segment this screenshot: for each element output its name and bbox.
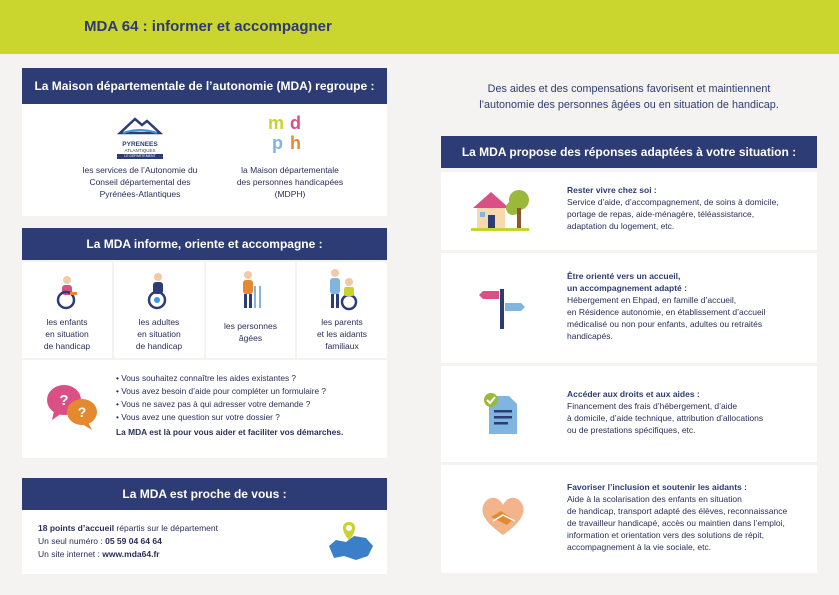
answer-item [441, 465, 817, 573]
header-bar [0, 0, 839, 54]
intro-text: Des aides et des compensations favorisent et maintiennent l’autonomie des personnes âgées ou en situation de handicap. [479, 83, 779, 111]
question-item: • Vous ne savez pas à qui adresser votre demande ? [116, 399, 311, 409]
mdph-logo: m d p h [268, 113, 301, 153]
item-text: Rester vivre chez soi : Service d’aide, d’accompagnement, de soins à domicile, portage de repas, aide-ménagère, téléassistance, adaptation du logement, etc. [567, 184, 811, 232]
public-cell: les enfants en situation de handicap [22, 262, 112, 358]
house-tree-icon [469, 186, 531, 234]
regroupe-title: La Maison départementale de l’autonomie (MDA) regroupe : [22, 68, 387, 104]
answer-item [441, 172, 817, 250]
page-title: MDA 64 : informer et accompagner [84, 18, 332, 35]
question-item: • Vous souhaitez connaître les aides existantes ? [116, 373, 297, 383]
proche-title: La MDA est proche de vous : [22, 478, 387, 510]
logo-line-3: LE DÉPARTEMENT [117, 154, 163, 159]
question-bubbles-icon [44, 380, 100, 432]
caregiver-icon [325, 268, 359, 312]
logo-line-1: PYRENEES [122, 141, 158, 148]
item-title: Être orienté vers un accueil, [567, 271, 681, 281]
logo1-caption: les services de l’Autonomie du Conseil départemental des Pyrénées-Atlantiques [82, 165, 198, 199]
item-title: Favoriser l’inclusion et soutenir les aidants : [567, 482, 747, 492]
svg-text:?: ? [77, 404, 87, 420]
child-wheelchair-icon [52, 274, 82, 310]
questions-conclusion: La MDA est là pour vous aider et faciliter vos démarches. [116, 427, 344, 437]
item-title: Accéder aux droits et aux aides : [567, 389, 700, 399]
reponses-title: La MDA propose des réponses adaptées à votre situation : [441, 136, 817, 168]
informe-card [22, 228, 387, 458]
answer-item [441, 366, 817, 462]
svg-text:?: ? [59, 392, 69, 409]
logo-line-2: ATLANTIQUES [124, 148, 156, 153]
proche-card [22, 478, 387, 574]
elderly-person-icon [234, 270, 266, 312]
answer-item [441, 253, 817, 363]
public-cell: les personnes âgées [206, 262, 295, 358]
questions-panel [22, 360, 387, 458]
adult-wheelchair-icon [144, 272, 174, 310]
regroupe-card [22, 68, 387, 216]
item-text: Favoriser l’inclusion et soutenir les aidants : Aide à la scolarisation des enfants en situation de handicap, transport adapté des élèves, reconnaissance de travailleur handicapé, accès ou maintien dans l’emploi, information et orientation vers des solutions de répit, accompagnement à la vie sociale, etc. [567, 481, 815, 553]
logo2-caption: la Maison départementale des personnes handicapées (MDPH) [236, 165, 344, 199]
mountain-logo-icon [117, 116, 163, 136]
item-text: Accéder aux droits et aux aides : Financement des frais d’hébergement, d’aide à domicile, d’aide technique, attribution d’allocations ou de prestations spécifiques, etc. [567, 388, 813, 436]
questions-list [116, 372, 381, 424]
item-text: Être orienté vers un accueil, un accompagnement adapté : Hébergement en Ehpad, en famille d’accueil, en Résidence autonomie, en établissement d’accueil médicalisé ou non pour enfants, adultes ou retraités handicapés. [567, 270, 813, 342]
points-count: 18 points d’accueil [38, 523, 115, 533]
website-link[interactable]: www.mda64.fr [102, 549, 160, 559]
phone-number[interactable]: 05 59 04 64 64 [105, 536, 162, 546]
question-item: • Vous avez une question sur votre dossier ? [116, 412, 280, 422]
question-item: • Vous avez besoin d’aide pour compléter un formulaire ? [116, 386, 326, 396]
signpost-icon [479, 285, 525, 331]
public-cell: les parents et les aidants familiaux [297, 262, 387, 358]
item-title: Rester vivre chez soi : [567, 185, 657, 195]
heart-handshake-icon [479, 493, 527, 537]
department-map-icon [326, 520, 376, 562]
pyrenees-logo [117, 116, 163, 158]
document-check-icon [483, 392, 521, 436]
contact-info: 18 points d’accueil répartis sur le département Un seul numéro : 05 59 04 64 64 Un site internet : www.mda64.fr [38, 523, 219, 559]
public-cell: les adultes en situation de handicap [114, 262, 204, 358]
informe-title: La MDA informe, oriente et accompagne : [22, 228, 387, 260]
